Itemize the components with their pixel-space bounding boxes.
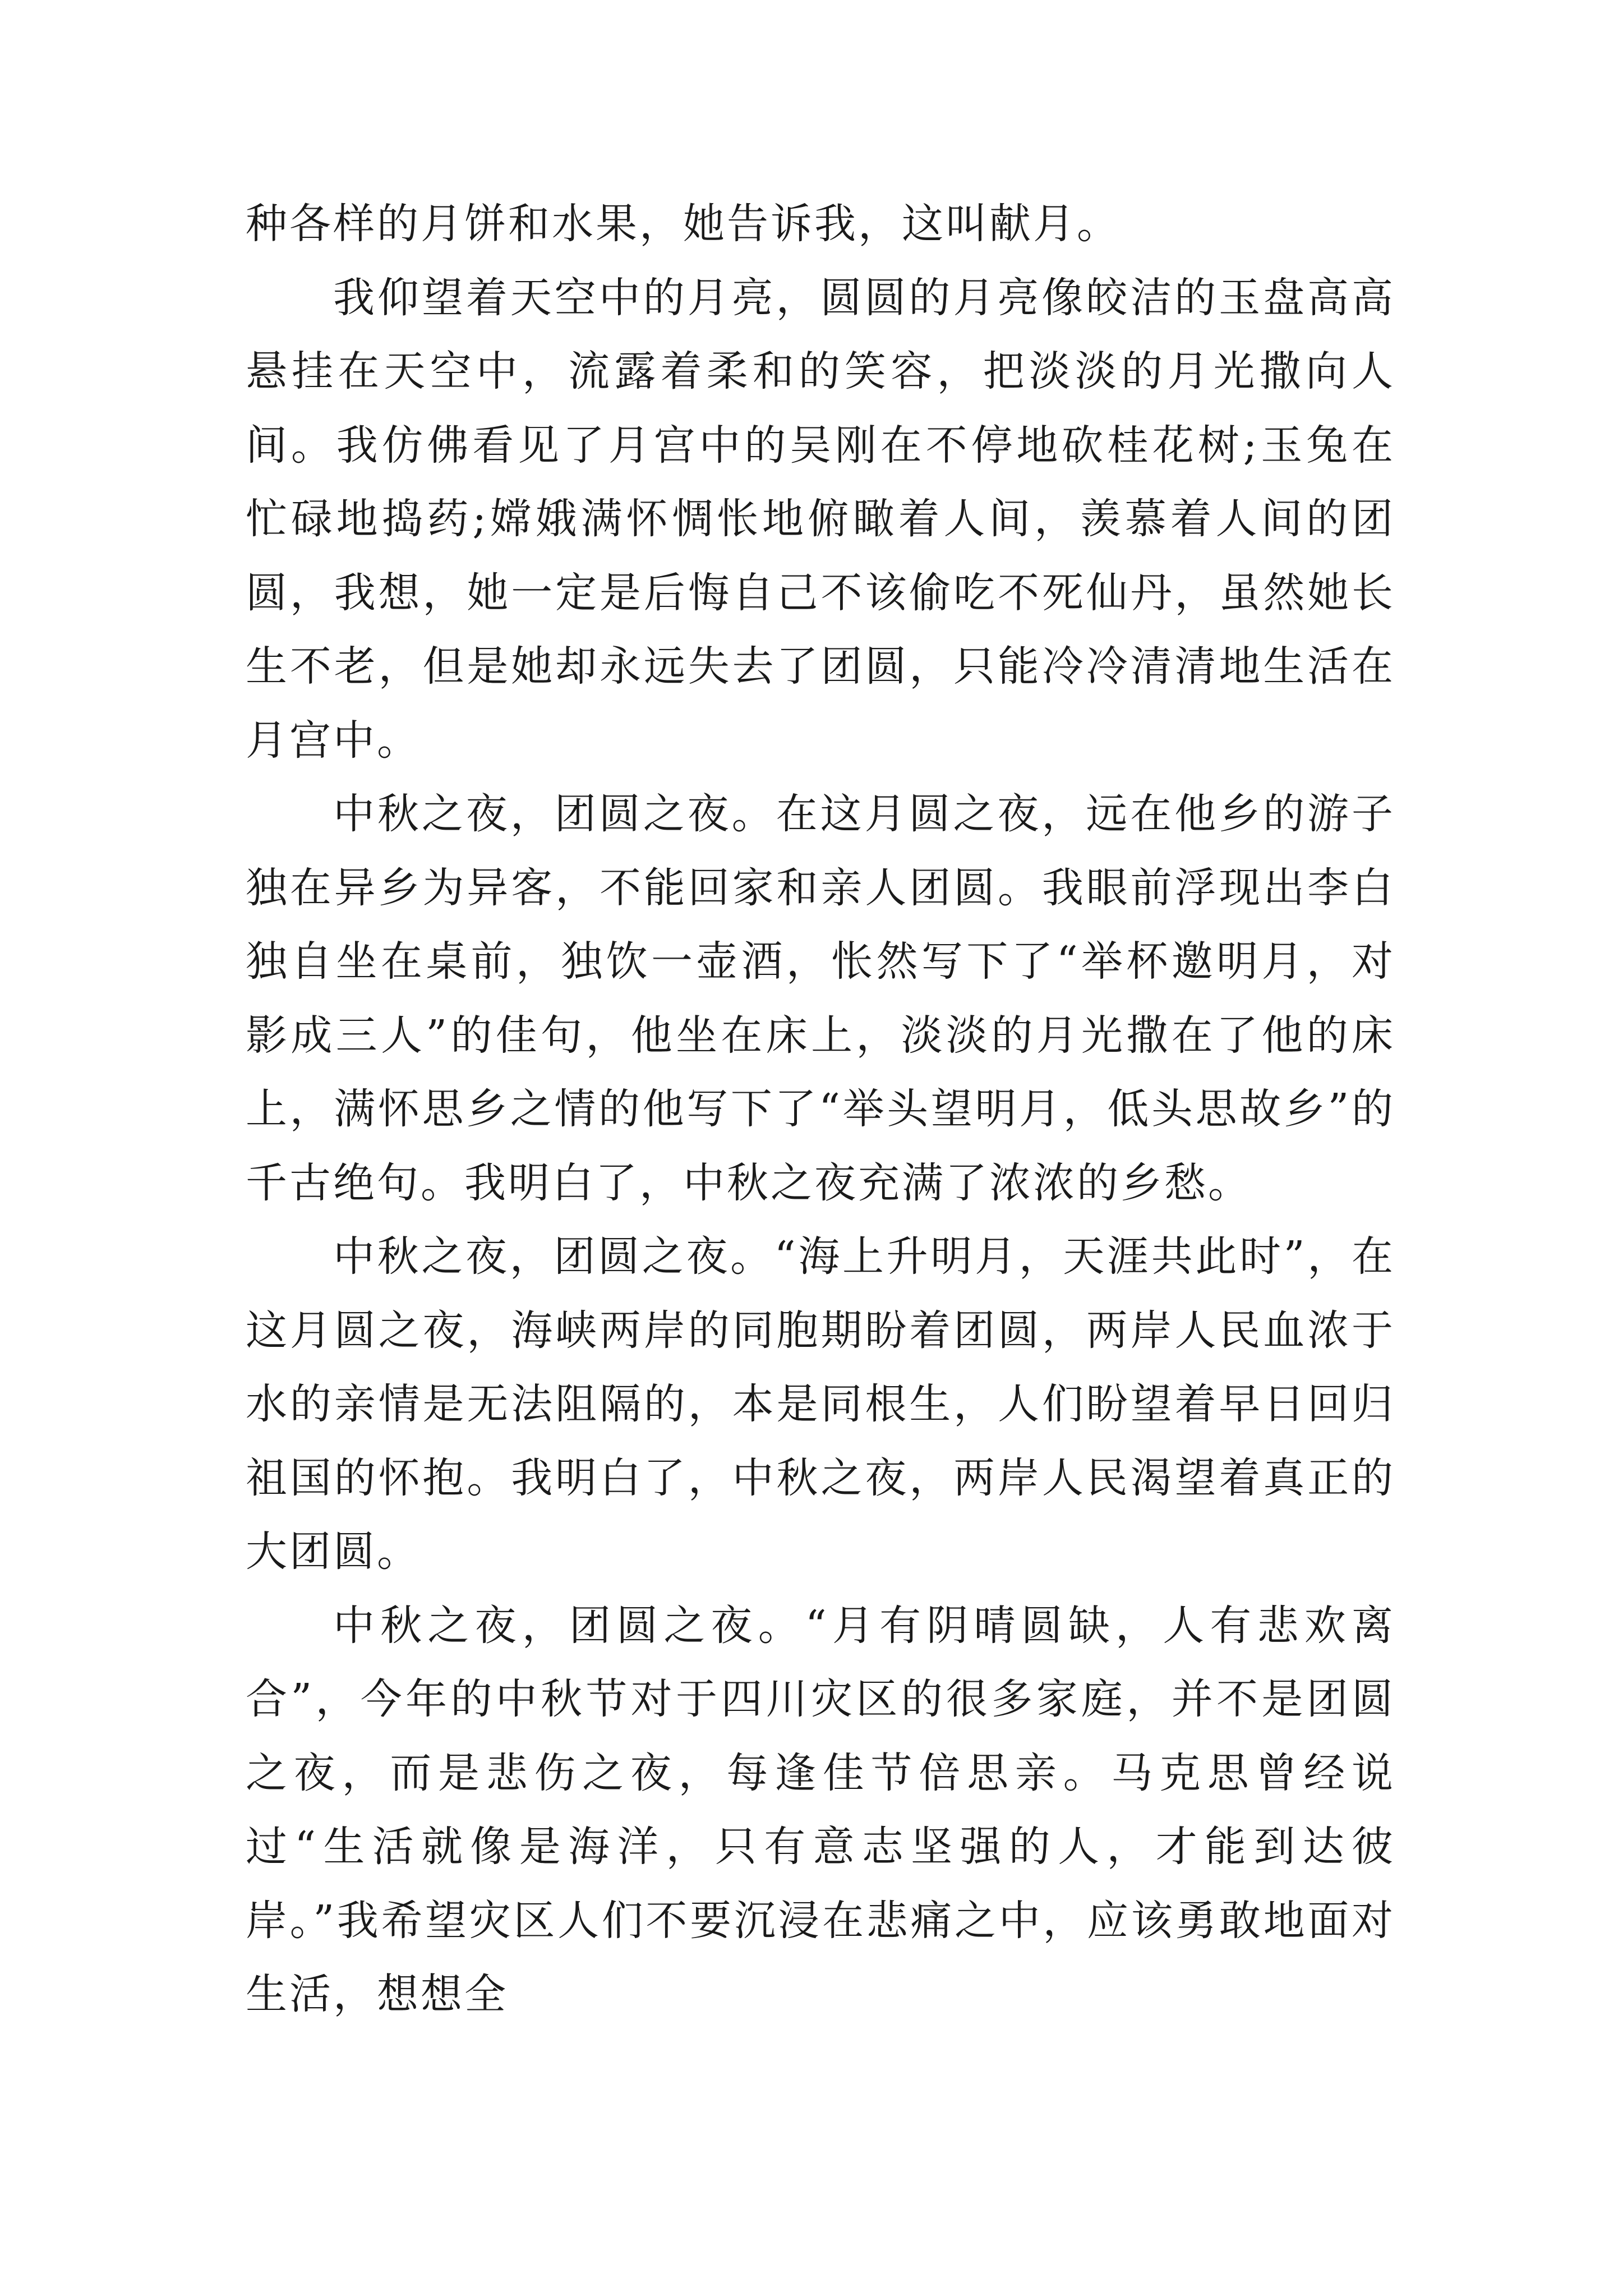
paragraph-3: 中秋之夜，团圆之夜。在这月圆之夜，远在他乡的游子独在异乡为异客，不能回家和亲人团圆。我眼前浮现出李白独自坐在桌前，独饮一壶酒，怅然写下了“举杯邀明月，对影成三人”的佳句，他坐在床上，淡淡的月光撒在了他的床上，满怀思乡之情的他写下了“举头望明月，低头思故乡”的千古绝句。我明白了，中秋之夜充满了浓浓的乡愁。 <box>246 790 1395 1207</box>
paragraph-4: 中秋之夜，团圆之夜。“海上升明月，天涯共此时”，在这月圆之夜，海峡两岸的同胞期盼着团圆，两岸人民血浓于水的亲情是无法阻隔的，本是同根生，人们盼望着早日回归祖国的怀抱。我明白了，中秋之夜，两岸人民渴望着真正的大团圆。 <box>246 1232 1395 1576</box>
paragraph-5: 中秋之夜，团圆之夜。“月有阴晴圆缺，人有悲欢离合”，今年的中秋节对于四川灾区的很多家庭，并不是团圆之夜，而是悲伤之夜，每逢佳节倍思亲。马克思曾经说过“生活就像是海洋，只有意志坚强的人，才能到达彼岸。”我希望灾区人们不要沉浸在悲痛之中，应该勇敢地面对生活，想想全 <box>246 1601 1395 2018</box>
paragraph-2: 我仰望着天空中的月亮，圆圆的月亮像皎洁的玉盘高高悬挂在天空中，流露着柔和的笑容，把淡淡的月光撒向人间。我仿佛看见了月宫中的吴刚在不停地砍桂花树;玉兔在忙碌地捣药;嫦娥满怀惆怅地俯瞰着人间，羡慕着人间的团圆，我想，她一定是后悔自己不该偷吃不死仙丹，虽然她长生不老，但是她却永远失去了团圆，只能冷冷清清地生活在月宫中。 <box>246 273 1395 765</box>
document-body <box>246 187 1395 2032</box>
paragraph-1: 种各样的月饼和水果，她告诉我，这叫献月。 <box>246 200 1121 248</box>
